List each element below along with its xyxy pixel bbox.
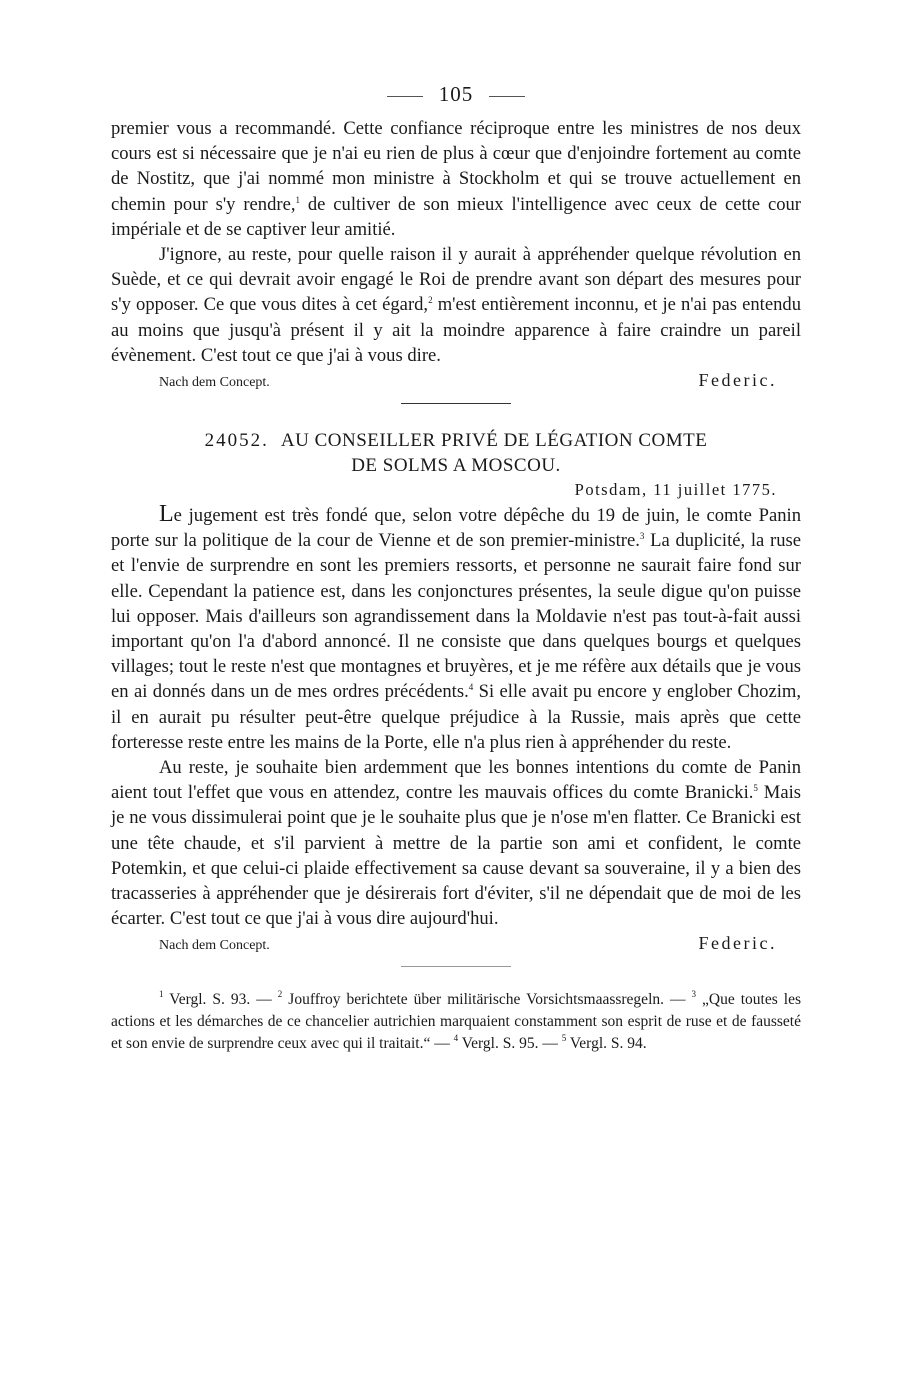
heading-line-2: DE SOLMS A MOSCOU. <box>351 455 561 477</box>
footnote-number: 3 <box>691 989 697 1000</box>
paragraph-text: La duplicité, la ruse et l'envie de surprendre en sont les premiers ressorts, et personne ne saurait faire fond sur elle. Cependant la patience est, dans les conjonctures présentes, la seule digue qu'on puisse lui opposer. Mais d'ailleurs son agrandissement dans la Moldavie n'est pas tout-à-fait aussi important qu'on l'a d'abord annoncé. Il ne consiste que dans quelques bourgs et quelques villages; tout le reste n'est que montagnes et bruyères, et je me réfère aux détails que je vous en ai donnés dans un de mes ordres précédents. <box>111 530 801 703</box>
letter-heading <box>111 428 801 478</box>
paragraph <box>111 242 801 368</box>
signature: Federic. <box>698 933 777 954</box>
header-dash-left <box>387 96 423 97</box>
document-page <box>111 82 801 1055</box>
signature-row <box>111 370 801 391</box>
dateline: Potsdam, 11 juillet 1775. <box>574 480 777 500</box>
paragraph-text: premier vous a recommandé. Cette confiance réciproque entre les ministres de nos deux cours est si nécessaire que je n'ai eu rien de plus à cœur que d'enjoindre fortement au comte de Nostitz, que j'ai nommé mon ministre à Stockholm et qui se trouve actuellement en chemin pour s'y rendre, <box>111 118 801 215</box>
signature-row <box>111 933 801 954</box>
paragraph-text: J'ignore, au reste, pour quelle raison il y aurait à appréhender quelque révolution en Suède, et ce qui devrait avoir engagé le Roi de prendre avant son départ des mesures pour s'y opposer. Ce que vous dites à cet égard, <box>111 244 801 316</box>
signature: Federic. <box>698 370 777 391</box>
footnote-number: 5 <box>561 1033 567 1044</box>
paragraph <box>111 502 801 755</box>
initial-letter: L <box>159 501 174 528</box>
footnote-body: „Que toutes les actions et les démarches de ce chancelier autrichien marquaient constamment son esprit de ruse et de fausseté et son envie de surprendre ceux avec qui il traitait.“ — <box>111 991 801 1053</box>
footnote-number: 1 <box>159 989 164 1000</box>
paragraph-text: Au reste, je souhaite bien ardemment que les bonnes intentions du comte de Panin aient tout l'effet que vous en attendez, contre les mauvais offices du comte Branicki. <box>111 757 801 804</box>
paragraph <box>111 116 801 242</box>
footnote-ref: 3 <box>639 531 645 542</box>
paragraph-text: Mais je ne vous dissimulerai point que je le souhaite plus que je n'ose m'en flatter. Ce Branicki est une tête chaude, et s'il parvient à mettre de la partie son ami et confident, le comte Potemkin, et que celui-ci plaide effectivement sa cause devant sa souveraine, il y a bien des tracasseries à appréhender que je désirerais fort d'éviter, s'il ne dépendait que de moi de les écarter. C'est tout ce que j'ai à vous dire aujourd'hui. <box>111 782 801 930</box>
paragraph-text: m'est entièrement inconnu, et je n'ai pas entendu au moins que jusqu'à présent il y ait la moindre apparence à faire craindre un pareil évènement. C'est tout ce que j'ai à vous dire. <box>111 294 801 366</box>
heading-line-1: AU CONSEILLER PRIVÉ DE LÉGATION COMTE <box>280 430 708 452</box>
footnote-ref: 4 <box>468 682 474 693</box>
footnote-number: 2 <box>277 989 283 1000</box>
source-note: Nach dem Concept. <box>159 375 270 391</box>
paragraph <box>111 755 801 931</box>
footnote-text <box>111 989 801 1055</box>
page-number: 105 <box>438 82 474 106</box>
footnote-rule <box>401 966 511 967</box>
paragraph-text: Si elle avait pu encore y englober Chozim, il en aurait pu résulter peut-être quelque préjudice à la Russie, mais après que cette forteresse reste entre les mains de la Porte, elle n'a plus rien à appréhender du reste. <box>111 681 801 753</box>
separator-rule <box>401 403 511 404</box>
footnote-body: Vergl. S. 94. <box>566 1035 647 1053</box>
header-dash-right <box>489 96 525 97</box>
footnote-ref: 2 <box>428 295 433 306</box>
source-note: Nach dem Concept. <box>159 938 270 954</box>
footnote-body: Jouffroy berichtete über militärische Vorsichtsmaassregeln. — <box>282 991 692 1009</box>
document-number: 24052. <box>204 430 269 452</box>
paragraph-text: de cultiver de son mieux l'intelligence avec ceux de cette cour impériale et de se captiver leur amitié. <box>111 193 801 240</box>
footnote-number: 4 <box>453 1033 459 1044</box>
page-header <box>111 82 801 116</box>
footnote-body: Vergl. S. 95. — <box>458 1035 562 1053</box>
footnotes <box>111 989 801 1055</box>
footnote-ref: 5 <box>753 783 758 794</box>
footnote-ref: 1 <box>295 194 300 205</box>
paragraph-text: e jugement est très fondé que, selon votre dépêche du 19 de juin, le comte Panin porte sur la politique de la cour de Vienne et de son premier-ministre. <box>111 505 801 552</box>
footnote-body: Vergl. S. 93. — <box>163 991 278 1009</box>
